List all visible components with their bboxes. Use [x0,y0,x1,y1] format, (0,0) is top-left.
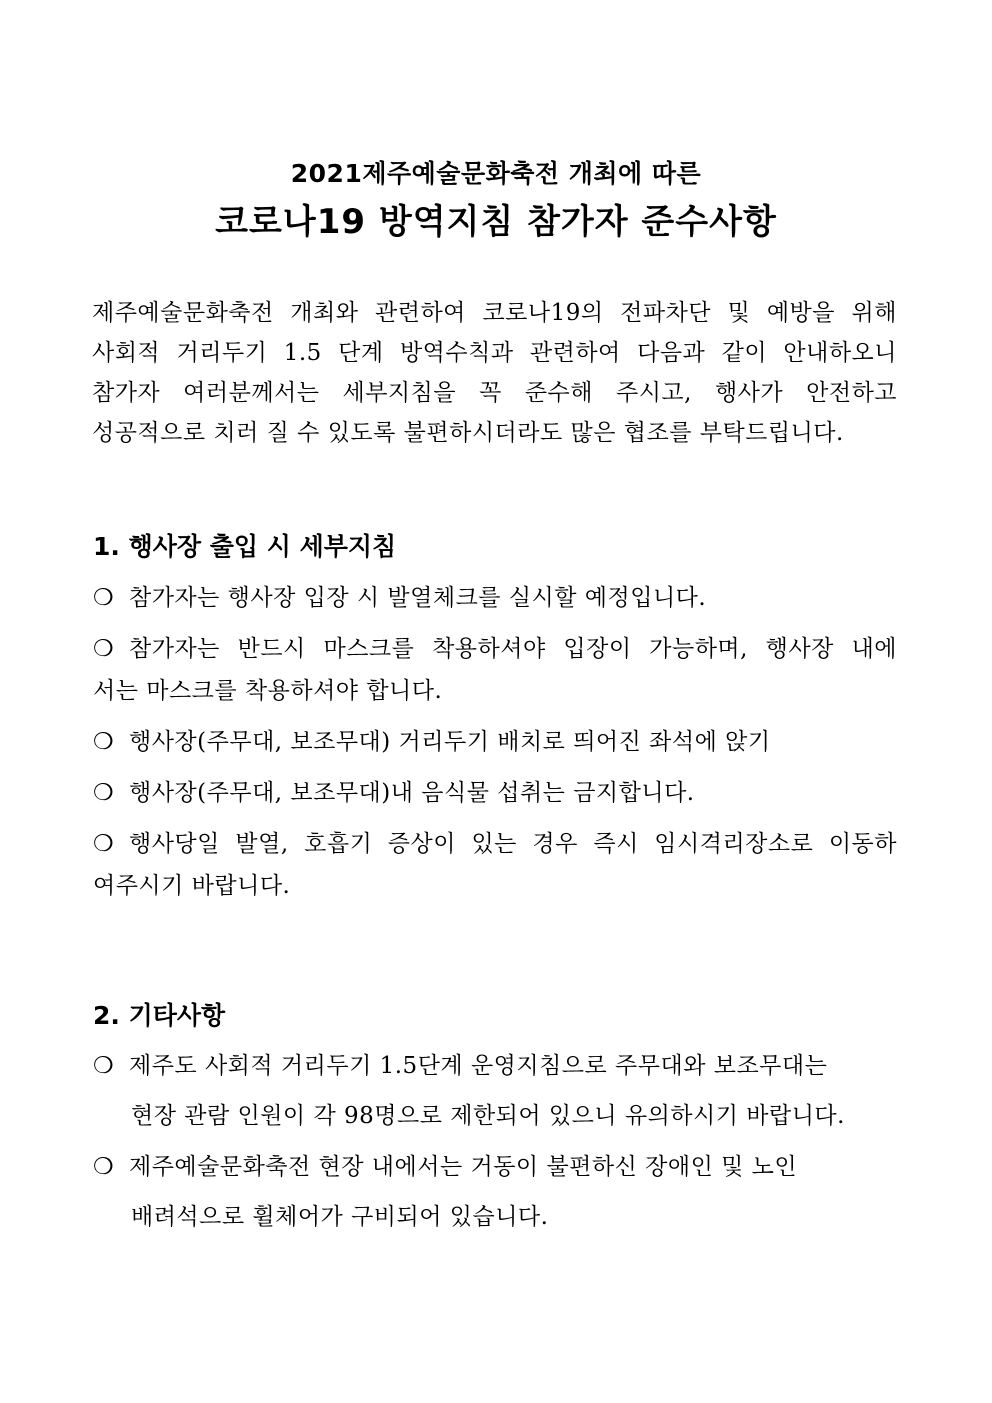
bullet-item [93,776,897,810]
bullet-item [93,632,897,666]
bullet-text: 행사당일 발열, 호흡기 증상이 있는 경우 즉시 임시격리장소로 이동하 [129,831,897,857]
bullet-text: 참가자는 행사장 입장 시 발열체크를 실시할 예정입니다. [129,585,707,611]
circle-bullet-icon: ❍ [93,636,115,662]
circle-bullet-icon: ❍ [93,585,115,611]
intro-paragraph-line: 제주예술문화축전 개최와 관련하여 코로나19의 전파차단 및 예방을 위해 [92,300,897,326]
circle-bullet-icon: ❍ [93,780,115,806]
bullet-continuation: 현장 관람 인원이 각 98명으로 제한되어 있으니 유의하시기 바랍니다. [131,1103,845,1129]
bullet-item [93,581,897,615]
bullet-item [93,1049,897,1083]
circle-bullet-icon: ❍ [93,1053,115,1079]
bullet-item [93,1150,897,1184]
bullet-item [93,827,897,861]
intro-paragraph-line: 참가자 여러분께서는 세부지침을 꼭 준수해 주시고, 행사가 안전하고 [92,380,897,406]
circle-bullet-icon: ❍ [93,729,115,755]
bullet-text: 제주도 사회적 거리두기 1.5단계 운영지침으로 주무대와 보조무대는 [129,1053,828,1079]
document-title: 코로나19 방역지침 참가자 준수사항 [215,202,777,242]
bullet-text: 행사장(주무대, 보조무대) 거리두기 배치로 띄어진 좌석에 앉기 [129,729,771,755]
section-heading-other-notes: 2. 기타사항 [93,1001,226,1030]
bullet-continuation: 여주시기 바랍니다. [93,873,291,899]
bullet-text: 행사장(주무대, 보조무대)내 음식물 섭취는 금지합니다. [129,780,695,806]
bullet-text: 참가자는 반드시 마스크를 착용하셔야 입장이 가능하며, 행사장 내에 [129,636,897,662]
bullet-continuation: 배려석으로 휠체어가 구비되어 있습니다. [131,1204,549,1230]
bullet-item [93,725,897,759]
circle-bullet-icon: ❍ [93,1154,115,1180]
document-subtitle: 2021제주예술문화축전 개최에 따른 [290,159,702,188]
bullet-continuation: 서는 마스크를 착용하셔야 합니다. [93,678,443,704]
section-heading-entry-guidelines: 1. 행사장 출입 시 세부지침 [93,532,397,561]
intro-paragraph-line: 성공적으로 치러 질 수 있도록 불편하시더라도 많은 협조를 부탁드립니다. [92,420,844,446]
circle-bullet-icon: ❍ [93,831,115,857]
intro-paragraph-line: 사회적 거리두기 1.5 단계 방역수칙과 관련하여 다음과 같이 안내하오니 [92,340,897,366]
bullet-text: 제주예술문화축전 현장 내에서는 거동이 불편하신 장애인 및 노인 [129,1154,798,1180]
